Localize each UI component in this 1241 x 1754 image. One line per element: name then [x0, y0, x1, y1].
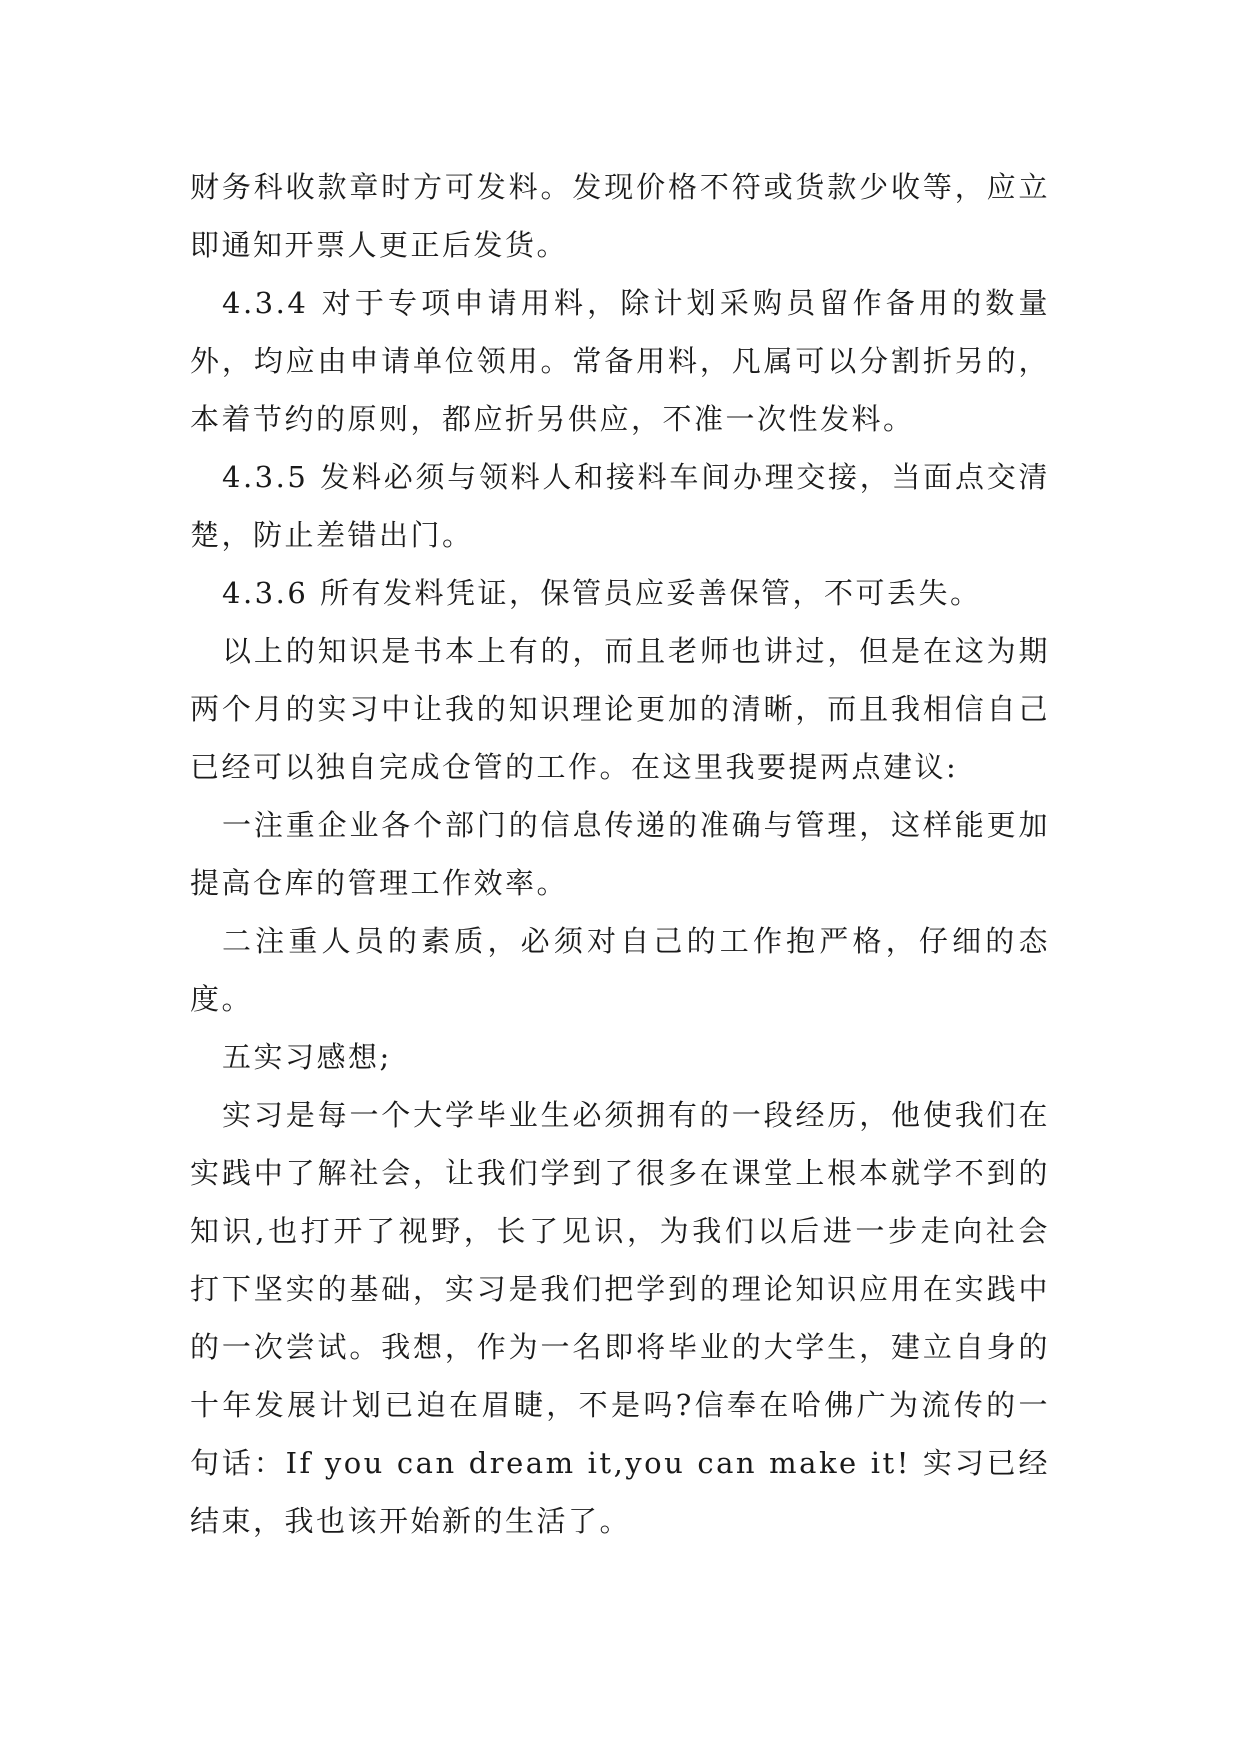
- paragraph-2: 4.3.4 对于专项申请用料，除计划采购员留作备用的数量外，均应由申请单位领用。常备用料，凡属可以分割折另的，本着节约的原则，都应折另供应，不准一次性发料。: [190, 286, 1050, 436]
- paragraph-4: 4.3.6 所有发料凭证，保管员应妥善保管，不可丢失。: [222, 576, 982, 610]
- paragraph-1: 财务科收款章时方可发料。发现价格不符或货款少收等，应立即通知开票人更正后发货。: [190, 170, 1050, 262]
- paragraph-3: 4.3.5 发料必须与领料人和接料车间办理交接，当面点交清楚，防止差错出门。: [190, 460, 1050, 552]
- section-heading: 五实习感想;: [222, 1040, 392, 1074]
- paragraph-6: 一注重企业各个部门的信息传递的准确与管理，这样能更加提高仓库的管理工作效率。: [190, 808, 1050, 900]
- document-body: [190, 158, 1050, 1550]
- paragraph-9: 实习是每一个大学毕业生必须拥有的一段经历，他使我们在实践中了解社会，让我们学到了很多在课堂上根本就学不到的知识,也打开了视野，长了见识，为我们以后进一步走向社会打下坚实的基础，实习是我们把学到的理论知识应用在实践中的一次尝试。我想，作为一名即将毕业的大学生，建立自身的十年发展计划已迫在眉睫，不是吗?信奉在哈佛广为流传的一句话：If you can dream it,you can make it! 实习已经结束，我也该开始新的生活了。: [190, 1098, 1050, 1538]
- paragraph-7: 二注重人员的素质，必须对自己的工作抱严格，仔细的态度。: [190, 924, 1050, 1016]
- paragraph-5: 以上的知识是书本上有的，而且老师也讲过，但是在这为期两个月的实习中让我的知识理论更加的清晰，而且我相信自己已经可以独自完成仓管的工作。在这里我要提两点建议:: [190, 634, 1050, 784]
